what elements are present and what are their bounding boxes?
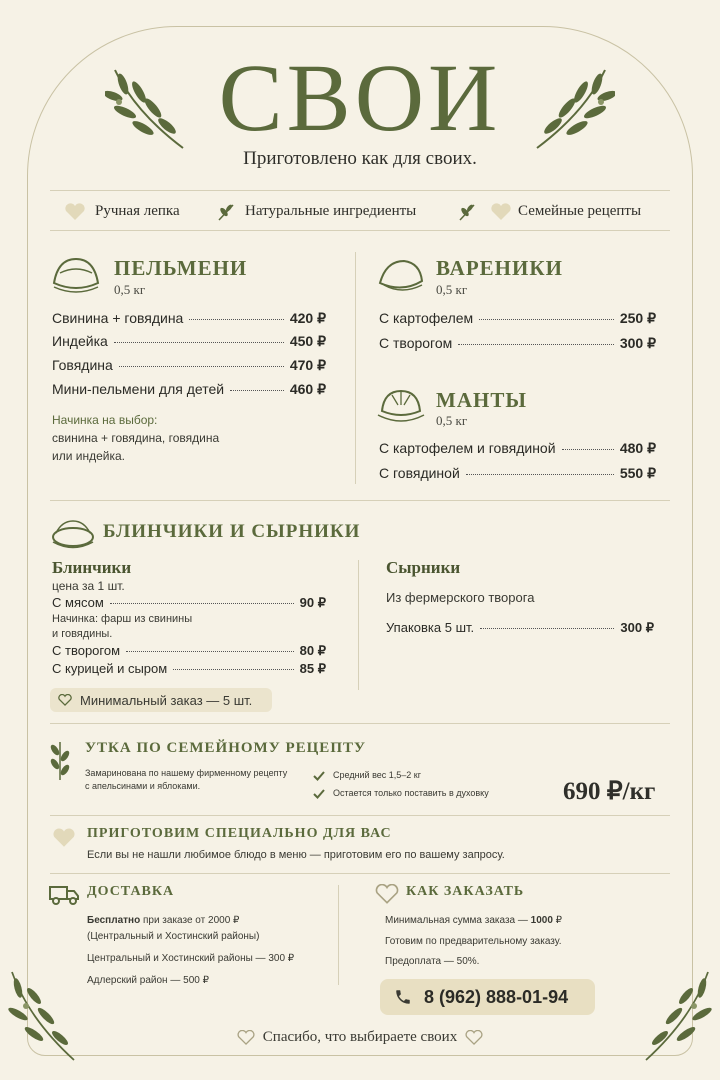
leaf-icon xyxy=(216,202,236,222)
duck-title: УТКА ПО СЕМЕЙНОМУ РЕЦЕПТУ xyxy=(85,740,366,756)
special-text: Если вы не нашли любимое блюдо в меню — приготовим его по вашему запросу. xyxy=(87,849,505,861)
menu-item: Говядина 470 ₽ xyxy=(52,357,326,373)
duck-check: Остается только поставить в духовку xyxy=(333,788,489,798)
column-divider xyxy=(358,560,359,690)
blinchiki-subtitle: цена за 1 шт. xyxy=(52,579,125,593)
bliny-section-title: БЛИНЧИКИ И СЫРНИКИ xyxy=(103,521,361,542)
howto-title: КАК ЗАКАЗАТЬ xyxy=(406,884,525,899)
divider xyxy=(50,190,670,191)
delivery-line: Адлерский район — 500 ₽ xyxy=(87,975,209,986)
menu-item: С творогом 80 ₽ xyxy=(52,643,326,658)
heart-outline-icon xyxy=(58,694,72,706)
phone-button[interactable] xyxy=(380,979,595,1015)
heart-outline-icon xyxy=(237,1030,255,1045)
footer-text: Спасибо, что выбираете своих xyxy=(262,1029,458,1045)
manty-icon xyxy=(376,385,426,425)
phone-icon xyxy=(394,988,412,1006)
menu-item: С курицей и сыром 85 ₽ xyxy=(52,661,326,676)
feature-natural: Натуральные ингредиенты xyxy=(245,203,417,219)
delivery-free-area: (Центральный и Хостинский районы) xyxy=(87,931,260,942)
menu-item: С картофелем и говядиной 480 ₽ xyxy=(379,440,656,456)
leaf-sprig-icon xyxy=(48,738,72,782)
divider xyxy=(50,873,670,874)
menu-item: Свинина + говядина 420 ₽ xyxy=(52,310,326,326)
howto-line: Предоплата — 50%. xyxy=(385,956,480,967)
special-title: ПРИГОТОВИМ СПЕЦИАЛЬНО ДЛЯ ВАС xyxy=(87,826,392,841)
blinchiki-title: Блинчики xyxy=(52,558,132,577)
blinchiki-note-line: и говядины. xyxy=(52,628,113,640)
heart-icon xyxy=(52,828,76,848)
page-title: СВОИ xyxy=(218,44,502,151)
syrniki-subtitle: Из фермерского творога xyxy=(386,590,535,605)
duck-check: Средний вес 1,5–2 кг xyxy=(333,770,422,780)
syrniki-title: Сырники xyxy=(386,558,461,577)
truck-icon xyxy=(48,884,80,906)
menu-item: С творогом 300 ₽ xyxy=(379,335,656,351)
footer xyxy=(0,1029,720,1046)
menu-item: Упаковка 5 шт. 300 ₽ xyxy=(386,620,654,635)
column-divider xyxy=(355,252,356,484)
duck-price: 690 ₽/кг xyxy=(563,778,656,805)
delivery-free: Бесплатно при заказе от 2000 ₽ xyxy=(87,915,240,926)
menu-item: Мини-пельмени для детей 460 ₽ xyxy=(52,381,326,397)
check-icon xyxy=(313,771,325,781)
howto-line: Готовим по предварительному заказу. xyxy=(385,936,562,947)
delivery-title: ДОСТАВКА xyxy=(87,884,175,899)
menu-item: Индейка 450 ₽ xyxy=(52,333,326,349)
divider xyxy=(50,500,670,501)
heart-outline-icon xyxy=(465,1030,483,1045)
pancake-icon xyxy=(50,515,96,551)
menu-item: С говядиной 550 ₽ xyxy=(379,465,656,481)
pelmeni-weight: 0,5 кг xyxy=(114,282,146,297)
blinchiki-note-line: Начинка: фарш из свинины xyxy=(52,613,193,625)
pelmeni-note-line: свинина + говядина, говядина xyxy=(52,431,220,445)
pelmeni-note-title: Начинка на выбор: xyxy=(52,413,158,427)
vareniki-title: ВАРЕНИКИ xyxy=(436,256,563,280)
delivery-line: Центральный и Хостинский районы — 300 ₽ xyxy=(87,953,295,964)
vareniki-weight: 0,5 кг xyxy=(436,282,468,297)
olive-branch-bottom-right-icon xyxy=(642,968,712,1063)
feature-family: Семейные рецепты xyxy=(518,203,642,219)
manty-title: МАНТЫ xyxy=(436,388,527,412)
dumpling-icon xyxy=(50,253,102,295)
min-order-badge: Минимальный заказ — 5 шт. xyxy=(50,688,272,712)
phone-number: 8 (962) 888-01-94 xyxy=(424,986,569,1007)
divider xyxy=(50,230,670,231)
pelmeni-note-line: или индейка. xyxy=(52,449,125,463)
olive-branch-bottom-left-icon xyxy=(8,968,78,1063)
duck-desc-line: с апельсинами и яблоками. xyxy=(85,781,201,791)
pelmeni-title: ПЕЛЬМЕНИ xyxy=(114,256,248,280)
menu-item: С картофелем 250 ₽ xyxy=(379,310,656,326)
vareniki-icon xyxy=(376,255,426,295)
divider xyxy=(50,723,670,724)
leaf-icon xyxy=(457,202,477,222)
heart-icon xyxy=(64,203,86,221)
column-divider xyxy=(338,885,339,985)
divider xyxy=(50,815,670,816)
feature-handmade: Ручная лепка xyxy=(95,203,180,219)
heart-outline-icon xyxy=(375,884,399,904)
check-icon xyxy=(313,789,325,799)
howto-min: Минимальная сумма заказа — 1000 ₽ xyxy=(385,915,563,926)
duck-desc-line: Замаринована по нашему фирменному рецепту xyxy=(85,768,288,778)
manty-weight: 0,5 кг xyxy=(436,413,468,428)
page-subtitle: Приготовлено как для своих. xyxy=(243,148,477,169)
menu-item: С мясом 90 ₽ xyxy=(52,595,326,610)
heart-icon xyxy=(490,203,512,221)
